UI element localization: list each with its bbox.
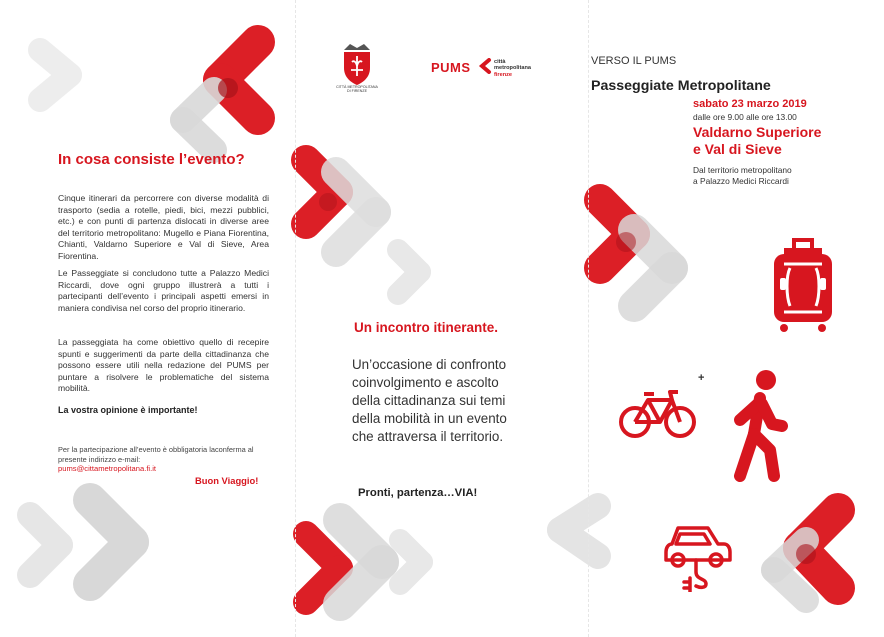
crest-caption-line1: CITTÀ METROPOLITANA (336, 85, 378, 89)
event-place (693, 124, 821, 158)
contact-email-link[interactable]: pums@cittametropolitana.fi.it (58, 464, 157, 473)
crest-caption-line2: DI FIRENZE (347, 89, 367, 94)
middle-text-line: coinvolgimento e ascolto (352, 375, 499, 390)
pums-chevron-icon (478, 58, 492, 74)
bicycle-icon (618, 388, 698, 440)
fold-line-left (295, 0, 296, 637)
registration-note: Per la partecipazione all’evento è obbligatoria laconferma al presente indirizzo e-mail: (58, 445, 254, 464)
middle-text-line: che attraversa il territorio. (352, 429, 504, 444)
middle-panel-text (352, 356, 537, 446)
fold-line-right (588, 0, 589, 637)
crest-caption (335, 85, 379, 94)
pedestrian-icon (726, 368, 788, 484)
event-place-line: e Val di Sieve (693, 141, 782, 157)
electric-car-icon (660, 520, 736, 592)
pums-logo-city: firenze (494, 71, 513, 78)
suitcase-icon (770, 236, 836, 334)
pums-logo-sub1: città (494, 59, 506, 65)
event-place-line: Valdarno Superiore (693, 124, 822, 140)
event-route-line: a Palazzo Medici Riccardi (693, 176, 789, 186)
closing-greeting: Buon Viaggio! (195, 475, 259, 486)
pums-logo-sub2: metropolitana (494, 65, 531, 72)
event-route-line: Dal territorio metropolitano (693, 165, 792, 175)
paragraph-itineraries: Cinque itinerari da percorrere con diverse modalità di trasporto (sedia a rotelle, piedi, bici, mezzi pubblici, etc.) e con punti di partenza dislocati in diverse aree del territorio metropolitano: Mugello e Piana Fiorentina, Chianti, Valdarno Superiore e Val di Sieve, Area Fiorentina. (58, 193, 269, 261)
pums-logo-text: PUMS (431, 60, 471, 75)
florence-crest-icon (340, 42, 374, 86)
opinion-statement: La vostra opinione è importante! (58, 405, 198, 415)
pums-logo-subtitle (494, 59, 531, 78)
event-title: Passeggiate Metropolitane (591, 78, 771, 94)
event-date: sabato 23 marzo 2019 (693, 98, 807, 110)
middle-text-line: Un’occasione di confronto (352, 357, 507, 372)
event-route (693, 165, 792, 187)
left-panel-title: In cosa consiste l’evento? (58, 151, 245, 168)
middle-text-line: della cittadinanza sui temi (352, 393, 506, 408)
plus-sign: + (698, 372, 705, 384)
paragraph-conclusion: Le Passeggiate si concludono tutte a Palazzo Medici Riccardi, dove ogni gruppo illustrerà a tutti i partecipanti dell’evento i principali aspetti emersi in maniera condivisa nel corso del proprio itinerario. (58, 268, 269, 313)
middle-text-line: della mobilità in un evento (352, 411, 507, 426)
call-to-action: Pronti, partenza…VIA! (358, 487, 478, 499)
paragraph-objective: La passeggiata ha come obiettivo quello di recepire spunti e suggerimenti da parte della cittadinanza che possono essere utili nella redazione del PUMS per puntare a risolvere le problematiche del sistema mobilità. (58, 337, 269, 393)
event-hours: dalle ore 9.00 alle ore 13.00 (693, 112, 797, 122)
kicker: VERSO IL PUMS (591, 55, 677, 67)
middle-panel-title: Un incontro itinerante. (354, 320, 499, 335)
